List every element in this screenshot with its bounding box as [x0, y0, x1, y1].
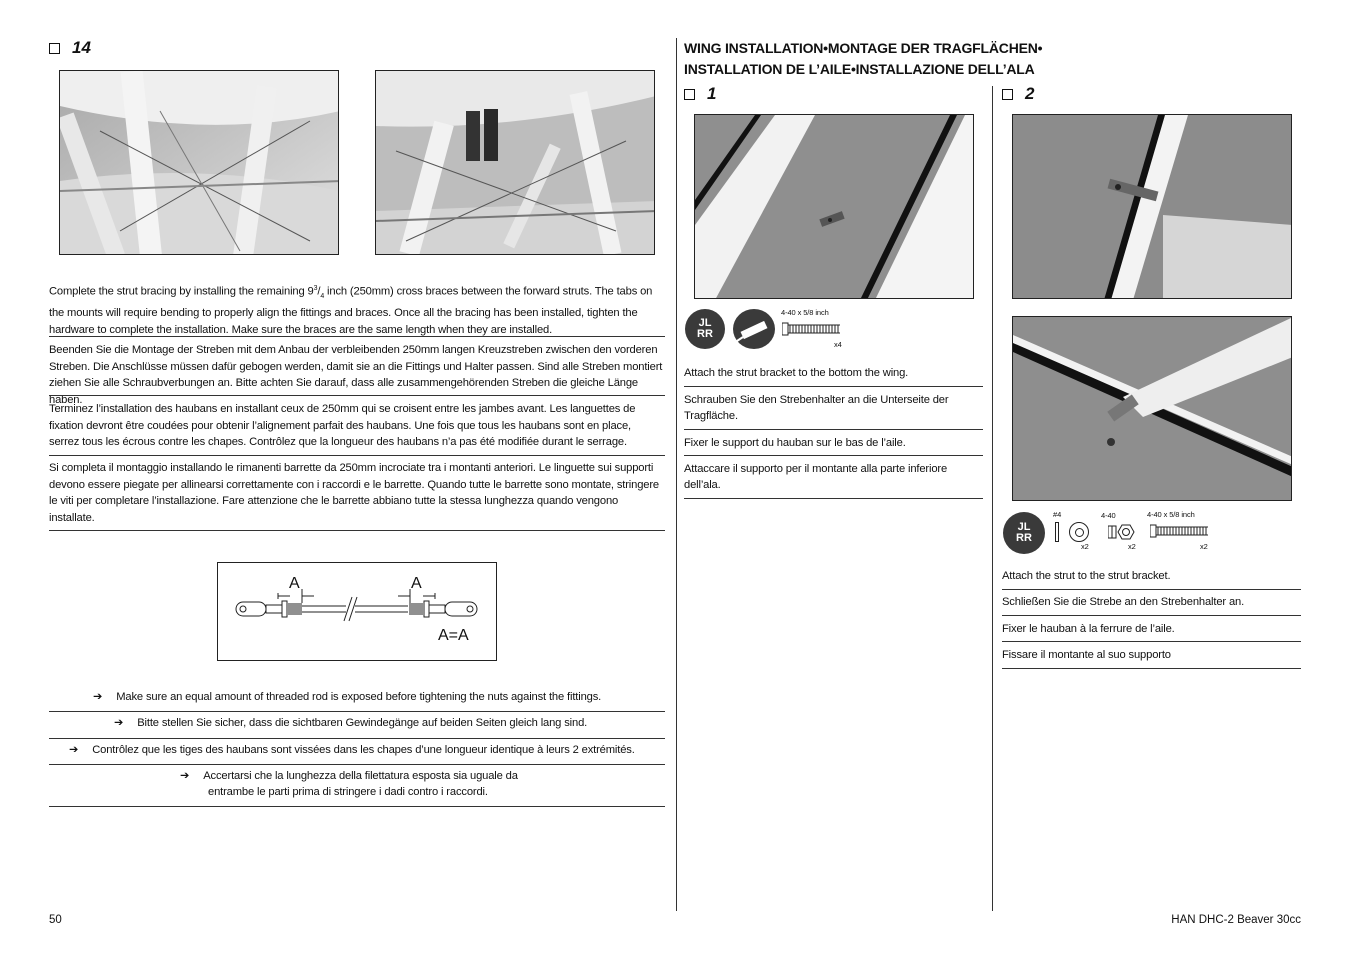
divider: [49, 455, 665, 456]
paragraph-de: Beenden Sie die Montage der Streben mit dem Anbau der verbleibenden 250mm langen Kreuzstreben zwischen den vorderen Streben. Die Anschlüsse müssen dafür gebogen werden, damit sie an die Fittings und Halter passen. Sind alle Streben montiert ziehen Sie alle Schraubverbungen an. Bitte achten Sie darauf, dass alle zusammengehörenden Streben die gleiche Länge haben.: [49, 344, 663, 406]
divider: [49, 711, 665, 712]
note-it: ➔ Accertarsi che la lunghezza della filettatura esposta sia uguale da entrambe le parti prima di stringere i dadi contro i raccordi.: [180, 770, 518, 798]
screw-icon: [782, 322, 842, 341]
divider: [1002, 589, 1301, 590]
screwdriver-icon: [733, 309, 775, 349]
checkbox-icon[interactable]: [49, 43, 60, 54]
section-title: WING INSTALLATION•MONTAGE DER TRAGFLÄCHEN• INSTALLATION DE L’AILE•INSTALLAZIONE DELL’ALA: [684, 40, 1043, 77]
column-divider: [676, 38, 677, 911]
photo-wing-bottom: [694, 114, 974, 299]
step-number: 2: [1025, 84, 1035, 103]
photo-struts-right: [375, 70, 655, 255]
divider: [684, 498, 983, 499]
screw-label: 4-40 x 5/8 inch: [1147, 510, 1195, 519]
arrow-right-icon: ➔: [114, 717, 124, 729]
divider: [49, 738, 665, 739]
divider: [49, 806, 665, 807]
arrow-right-icon: ➔: [69, 744, 79, 756]
divider: [49, 764, 665, 765]
washer-side-icon: [1055, 522, 1059, 542]
note-en: ➔ Make sure an equal amount of threaded rod is exposed before tightening the nuts against the fittings.: [93, 691, 602, 703]
divider: [49, 395, 665, 396]
divider: [49, 336, 665, 337]
step2-text-en: Attach the strut to the strut bracket.: [1002, 570, 1171, 582]
step-2-header: [1002, 84, 1034, 104]
photo-struts-left: [59, 70, 339, 255]
step1-text-fr: Fixer le support du hauban sur le bas de l’aile.: [684, 437, 906, 449]
arrow-right-icon: ➔: [93, 691, 103, 703]
turnbuckle-diagram: [217, 562, 497, 661]
arrow-right-icon: ➔: [180, 770, 190, 782]
photo-strut-attached: [1012, 316, 1292, 501]
step1-text-de: Schrauben Sie den Strebenhalter an die Unterseite der Tragfläche.: [684, 394, 949, 422]
step-1-header: [684, 84, 716, 104]
step1-text-en: Attach the strut bracket to the bottom the wing.: [684, 367, 909, 379]
screw-quantity: x4: [834, 340, 842, 349]
washer-icon: [1069, 522, 1089, 542]
checkbox-icon[interactable]: [684, 89, 695, 100]
paragraph-fr: Terminez l’installation des haubans en installant ceux de 250mm qui se croisent entre les jambes avant. Les languettes de fixation devront être coudées pour obtenir l’alignement parfait des haubans. Une fois que tous les haubans sont en place, serrez tous les écrous contre les chapes. Contrôlez que la longueur des haubans n’a pas été modifiée durant le serrage.: [49, 403, 636, 448]
step2-text-de: Schließen Sie die Strebe an den Strebenhalter an.: [1002, 596, 1245, 608]
screw-label: 4-40 x 5/8 inch: [781, 308, 829, 317]
product-name: HAN DHC-2 Beaver 30cc: [1171, 914, 1301, 926]
dimension-label-a: A: [289, 575, 300, 592]
screw-icon: [1150, 524, 1210, 543]
checkbox-icon[interactable]: [1002, 89, 1013, 100]
washer-label: #4: [1053, 510, 1062, 519]
note-fr: ➔ Contrôlez que les tiges des haubans sont vissées dans les chapes d’une longueur identique à leurs 2 extrémités.: [69, 744, 635, 756]
step-number: 1: [707, 84, 717, 103]
column-divider: [992, 86, 993, 911]
thread-lock-badge-icon: JL RR: [685, 309, 725, 349]
paragraph-en: Complete the strut bracing by installing the remaining $9^3/_4$ inch (250mm) cross braces between the forward struts. The tabs on the mounts will require bending to properly align the fittings and braces. Once all the bracing has been installed, tighten the hardware to complete the installation. Make sure the braces are the same length when they are installed.: [49, 285, 653, 336]
thread-lock-badge-icon: JL RR: [1003, 512, 1045, 554]
washer-quantity: x2: [1081, 542, 1089, 551]
nut-quantity: x2: [1128, 542, 1136, 551]
page-number: 50: [49, 914, 62, 926]
screw-quantity: x2: [1200, 542, 1208, 551]
equation-label: A=A: [438, 627, 469, 644]
divider: [1002, 641, 1301, 642]
photo-strut-bracket: [1012, 114, 1292, 299]
divider: [684, 386, 983, 387]
paragraph-it: Si completa il montaggio installando le rimanenti barrette da 250mm incrociate tra i montanti anteriori. Le linguette sui supporti devono essere piegate per allinearsi correttamente con i raccordi e le barrette. Quando tutte le barrette sono montate, stringere le viti per completare l’installazione. Fare attenzione che le barrette abbiano tutte la stessa lunghezza quando vengono installate.: [49, 462, 659, 524]
dimension-label-a: A: [411, 575, 422, 592]
divider: [684, 429, 983, 430]
step2-text-fr: Fixer le hauban à la ferrure de l’aile.: [1002, 623, 1175, 635]
divider: [1002, 668, 1301, 669]
divider: [49, 530, 665, 531]
step-14-header: [49, 38, 91, 58]
note-de: ➔ Bitte stellen Sie sicher, dass die sichtbaren Gewindegänge auf beiden Seiten gleich lang sind.: [114, 717, 588, 729]
divider: [684, 455, 983, 456]
step-number: 14: [72, 38, 91, 57]
nut-label: 4-40: [1101, 511, 1116, 520]
step2-text-it: Fissare il montante al suo supporto: [1002, 649, 1171, 661]
divider: [1002, 615, 1301, 616]
step1-text-it: Attaccare il supporto per il montante alla parte inferiore dell’ala.: [684, 463, 948, 491]
